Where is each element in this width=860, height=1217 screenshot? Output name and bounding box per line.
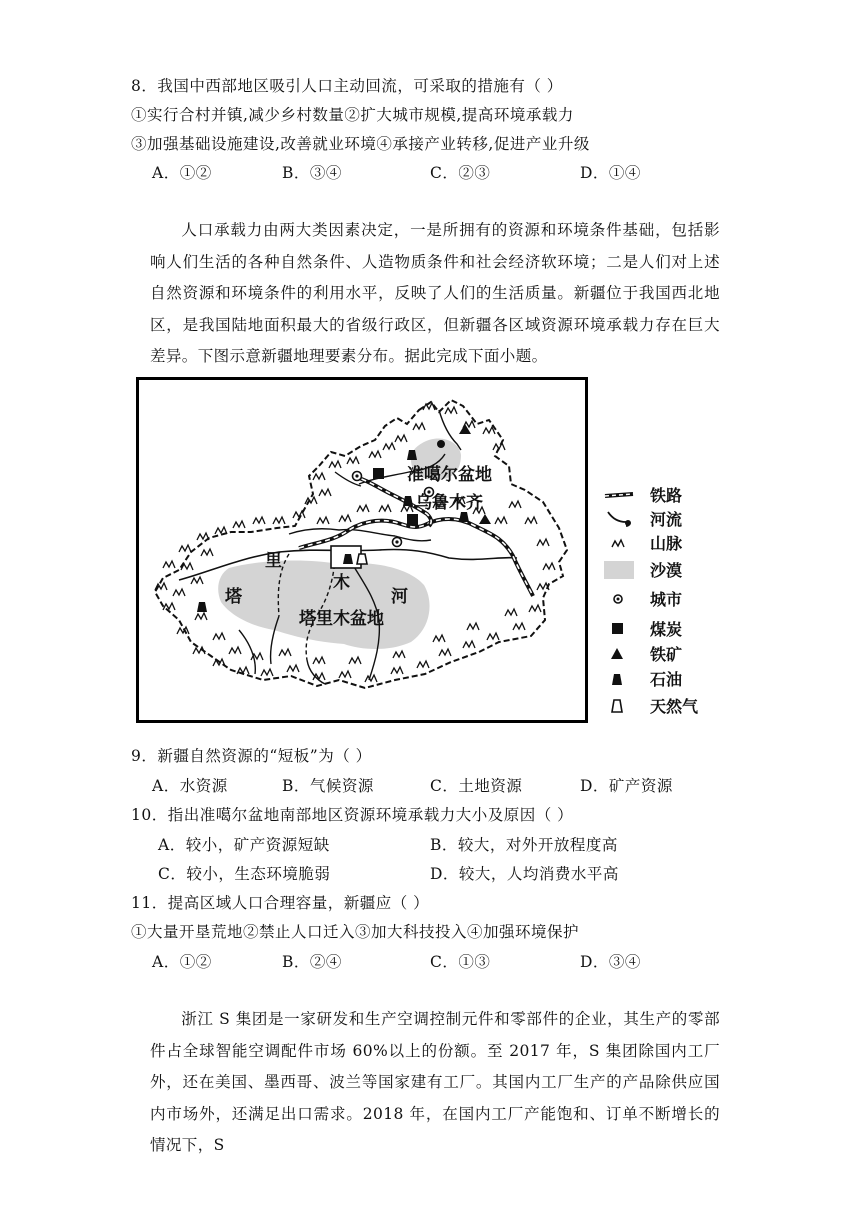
q11-stem: 11．提高区域人口合理容量，新疆应（ ）	[131, 894, 430, 912]
q9-option-c[interactable]: C．土地资源	[430, 777, 523, 795]
q8-option-d[interactable]: D．①④	[580, 164, 641, 182]
q10-option-d[interactable]: D．较大，人均消费水平高	[430, 865, 619, 883]
passage-s-group	[150, 1004, 720, 1162]
label-tarim: 塔里木盆地	[299, 609, 384, 629]
passage-xinjiang-text: 人口承载力由两大类因素决定，一是所拥有的资源和环境条件基础，包括影响人们生活的各种自然条件、人造物质条件和社会经济软环境；二是人们对上述自然资源和环境条件的利用水平，反映了人们的生活质量。新疆位于我国西北地区，是我国陆地面积最大的省级行政区，但新疆各区域资源环境承载力存在巨大差异。下图示意新疆地理要素分布。据此完成下面小题。	[150, 221, 720, 365]
legend-river: 河流	[600, 507, 730, 531]
desert-icon	[604, 561, 634, 579]
q11-option-a[interactable]: A．①②	[152, 953, 212, 971]
oil-icon	[604, 670, 634, 688]
q8-stem: 8．我国中西部地区吸引人口主动回流，可采取的措施有（ ）	[131, 77, 563, 95]
legend-city: 城市	[600, 587, 730, 611]
natural-gas-symbols	[357, 554, 367, 564]
city-icon	[604, 590, 634, 608]
q9-stem: 9．新疆自然资源的“短板”为（ ）	[131, 747, 372, 765]
label-li: 里	[265, 551, 282, 571]
label-junggar: 准噶尔盆地	[407, 465, 492, 485]
legend-coal: 煤炭	[600, 617, 730, 641]
q11-option-d[interactable]: D．③④	[580, 953, 641, 971]
q9-option-b[interactable]: B．气候资源	[282, 777, 374, 795]
q8-option-c[interactable]: C．②③	[430, 164, 491, 182]
q8-option-b[interactable]: B．③④	[282, 164, 342, 182]
legend-iron-ore: 铁矿	[600, 642, 730, 666]
legend-mountain: 山脉	[600, 531, 730, 555]
legend-desert: 沙漠	[600, 558, 730, 582]
q11-option-c[interactable]: C．①③	[430, 953, 491, 971]
q8-option-a[interactable]: A．①②	[152, 164, 212, 182]
passage-xinjiang	[150, 215, 720, 373]
label-mu: 木	[333, 573, 350, 593]
natural-gas-icon	[604, 697, 634, 715]
label-urumqi: 乌鲁木齐	[415, 493, 483, 513]
passage-s-group-text: 浙江 S 集团是一家研发和生产空调控制元件和零部件的企业，其生产的零部件占全球智能空调配件市场 60%以上的份额。至 2017 年，S 集团除国内工厂外，还在美国、墨西哥、波兰等国家建有工厂。其国内工厂生产的产品除供应国内市场外，还满足出口需求。2018 年，在国内工厂产能饱和、订单不断增长的情况下，S	[150, 1010, 720, 1154]
q10-option-c[interactable]: C．较小，生态环境脆弱	[158, 865, 331, 883]
coal-icon	[604, 620, 634, 638]
q10-option-b[interactable]: B．较大，对外开放程度高	[430, 836, 618, 854]
xinjiang-map	[136, 377, 588, 723]
river-icon	[604, 510, 634, 528]
legend-railway: 铁路	[600, 483, 730, 507]
railway-icon	[604, 486, 634, 504]
q8-statement-line-1: ①实行合村并镇,减少乡村数量②扩大城市规模,提高环境承载力	[131, 106, 574, 124]
label-he: 河	[391, 587, 408, 607]
q10-stem: 10．指出准噶尔盆地南部地区资源环境承载力大小及原因（ ）	[131, 806, 574, 824]
q8-statement-line-2: ③加强基础设施建设,改善就业环境④承接产业转移,促进产业升级	[131, 135, 590, 153]
legend-oil: 石油	[600, 667, 730, 691]
q10-option-a[interactable]: A．较小，矿产资源短缺	[158, 836, 330, 854]
xinjiang-map-svg	[139, 380, 585, 720]
label-ta: 塔	[225, 587, 242, 607]
q9-option-a[interactable]: A．水资源	[152, 777, 228, 795]
q11-statement-line: ①大量开垦荒地②禁止人口迁入③加大科技投入④加强环境保护	[131, 923, 580, 941]
iron-ore-icon	[604, 645, 634, 663]
legend-natural-gas: 天然气	[600, 694, 730, 718]
q9-option-d[interactable]: D．矿产资源	[580, 777, 673, 795]
q11-option-b[interactable]: B．②④	[282, 953, 342, 971]
mountain-icon	[604, 534, 634, 552]
